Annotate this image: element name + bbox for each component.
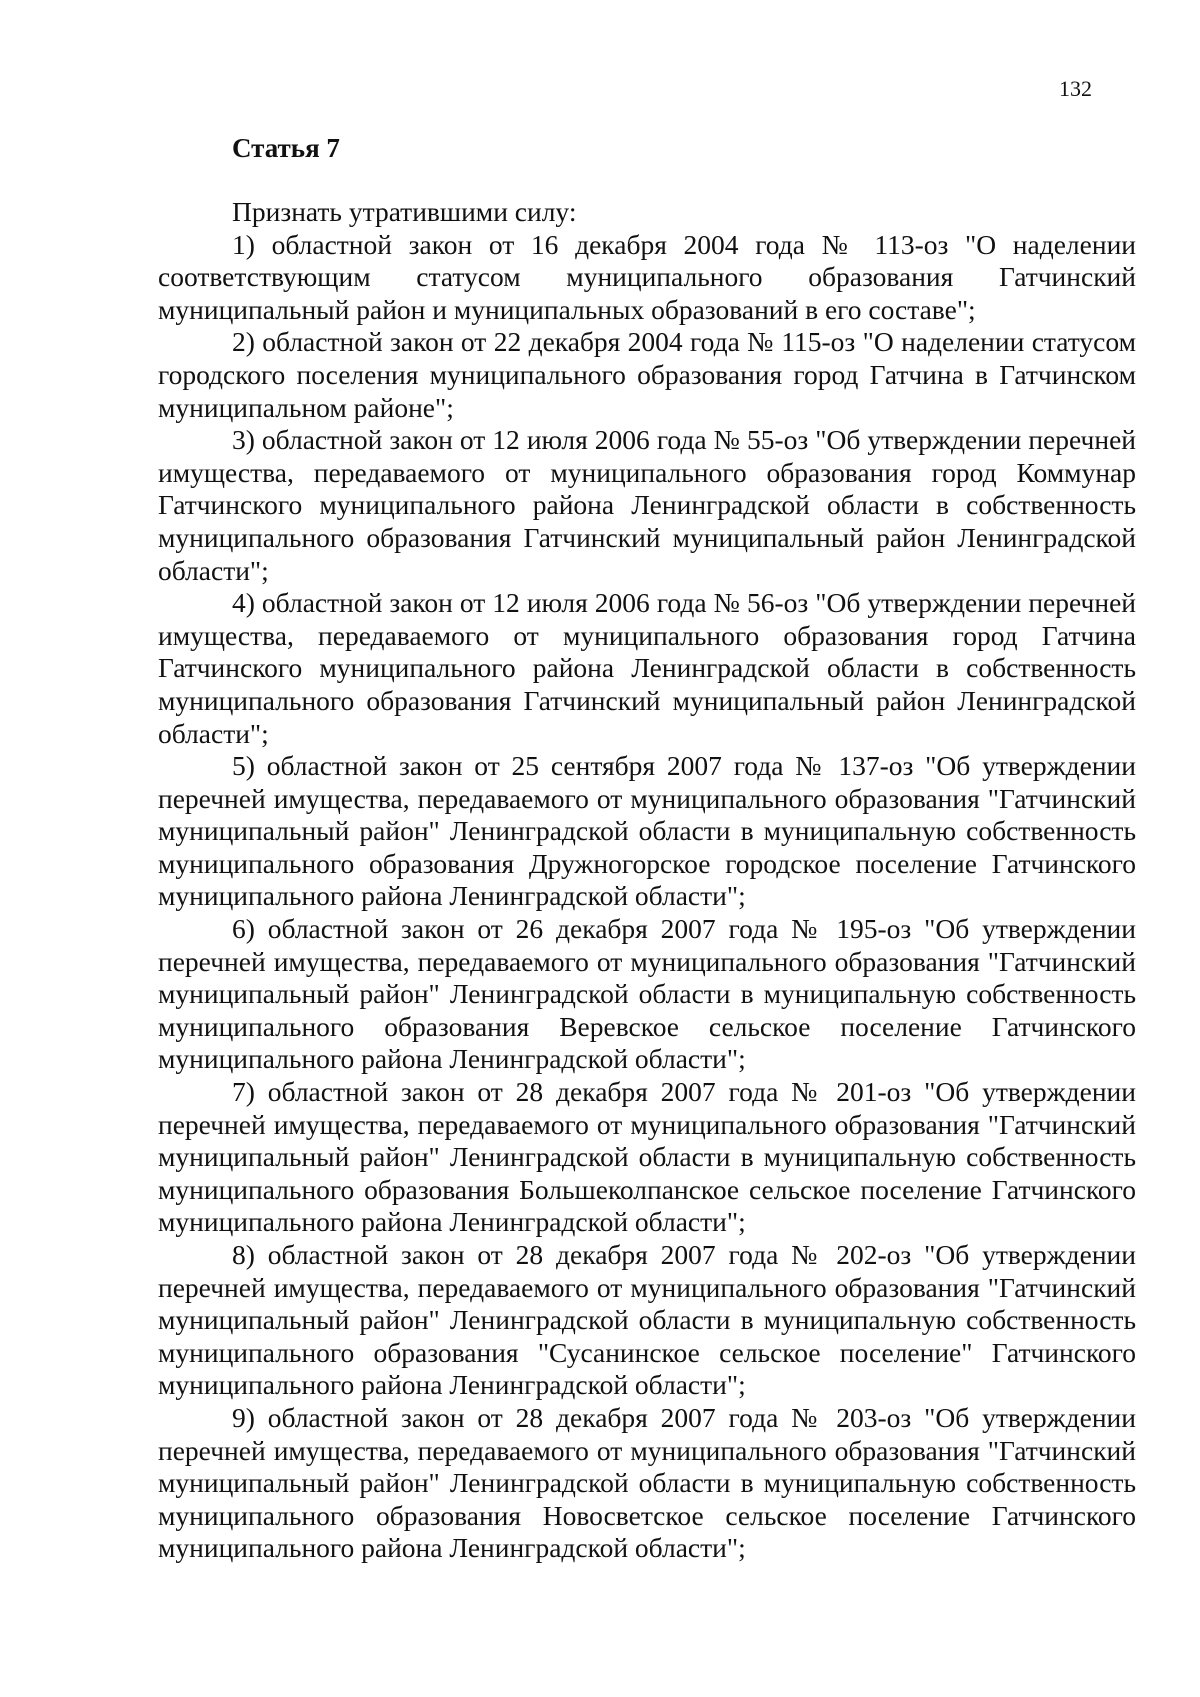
list-item: 5) областной закон от 25 сентября 2007 года № 137-оз "Об утверждении перечней имущества, передаваемого от муниципального образования "Гатчинский муниципальный район" Ленинградской области в муниципальную собственность муниципального образования Дружногорское городское поселение Гатчинского муниципального района Ленинградской области"; bbox=[158, 750, 1136, 912]
list-item: 3) областной закон от 12 июля 2006 года № 55-оз "Об утверждении перечней имущества, передаваемого от муниципального образования город Коммунар Гатчинского муниципального района Ленинградской области в собственность муниципального образования Гатчинский муниципальный район Ленинградской области"; bbox=[158, 424, 1136, 586]
list-item: 4) областной закон от 12 июля 2006 года № 56-оз "Об утверждении перечней имущества, передаваемого от муниципального образования город Гатчина Гатчинского муниципального района Ленинградской области в собственность муниципального образования Гатчинский муниципальный район Ленинградской области"; bbox=[158, 587, 1136, 749]
list-item: 9) областной закон от 28 декабря 2007 года № 203-оз "Об утверждении перечней имущества, передаваемого от муниципального образования "Гатчинский муниципальный район" Ленинградской области в муниципальную собственность муниципального образования Новосветское сельское поселение Гатчинского муниципального района Ленинградской области"; bbox=[158, 1401, 1136, 1564]
intro-paragraph: Признать утратившими силу: bbox=[232, 196, 577, 227]
list-item: 8) областной закон от 28 декабря 2007 года № 202-оз "Об утверждении перечней имущества, передаваемого от муниципального образования "Гатчинский муниципальный район" Ленинградской области в муниципальную собственность муниципального образования "Сусанинское сельское поселение" Гатчинского муниципального района Ленинградской области"; bbox=[158, 1239, 1136, 1401]
page-number: 132 bbox=[1059, 76, 1092, 101]
list-item: 7) областной закон от 28 декабря 2007 года № 201-оз "Об утверждении перечней имущества, передаваемого от муниципального образования "Гатчинский муниципальный район" Ленинградской области в муниципальную собственность муниципального образования Большеколпанское сельское поселение Гатчинского муниципального района Ленинградской области"; bbox=[158, 1076, 1136, 1238]
article-body bbox=[158, 196, 1136, 1565]
article-heading: Статья 7 bbox=[232, 133, 340, 163]
list-item: 1) областной закон от 16 декабря 2004 года № 113-оз "О наделении соответствующим статусом муниципального образования Гатчинский муниципальный район и муниципальных образований в его составе"; bbox=[158, 228, 1136, 325]
list-item: 2) областной закон от 22 декабря 2004 года № 115-оз "О наделении статусом городского поселения муниципального образования город Гатчина в Гатчинском муниципальном районе"; bbox=[158, 326, 1136, 423]
list-item: 6) областной закон от 26 декабря 2007 года № 195-оз "Об утверждении перечней имущества, передаваемого от муниципального образования "Гатчинский муниципальный район" Ленинградской области в муниципальную собственность муниципального образования Веревское сельское поселение Гатчинского муниципального района Ленинградской области"; bbox=[158, 913, 1136, 1075]
